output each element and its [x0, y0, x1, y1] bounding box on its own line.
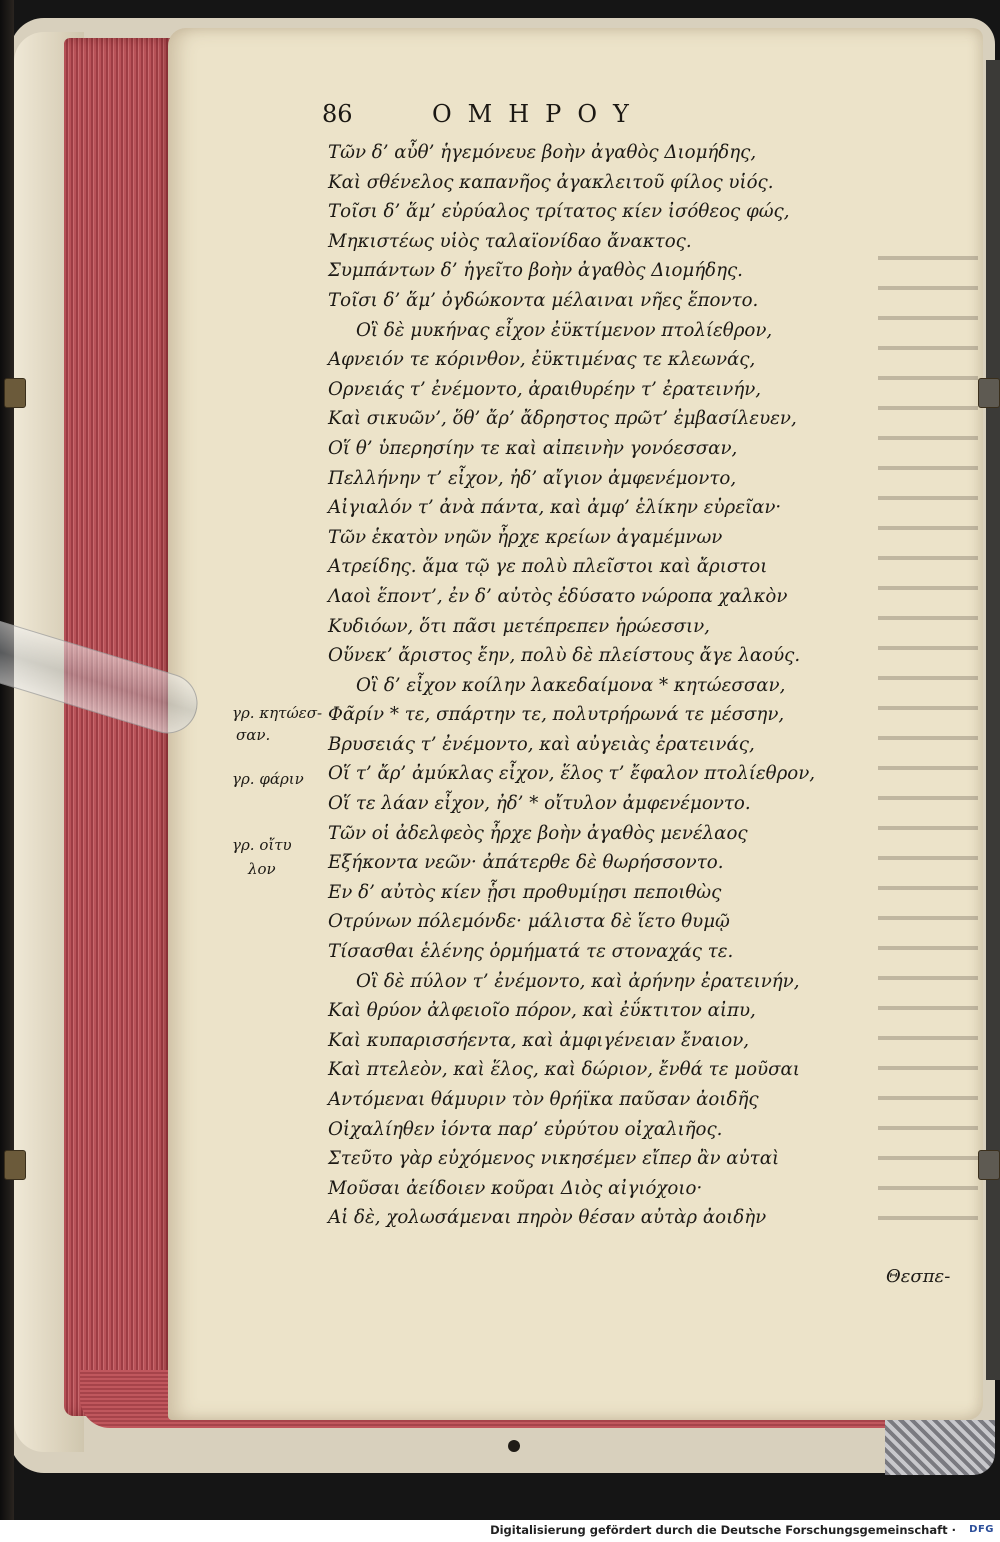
verse-line: Βρυσειάς τ’ ἐνέμοντο, καὶ αὐγειὰς ἐρατεινάς, — [328, 733, 755, 755]
running-header — [322, 100, 802, 136]
margin-note: λον — [248, 860, 276, 878]
facing-page-edge — [986, 60, 1000, 1380]
verse-line: Μηκιστέως υἱὸς ταλαϊονίδαο ἄνακτος. — [328, 230, 692, 252]
verse-line: Τῶν δ’ αὖθ’ ἡγεμόνευε βοὴν ἀγαθὸς Διομήδης, — [328, 142, 757, 163]
verse-line: Οἳ δὲ μυκήνας εἶχον ἐϋκτίμενον πτολίεθρον, — [356, 319, 773, 341]
verse-line: Οἰχαλίηθεν ἰόντα παρ’ εὐρύτου οἰχαλιῆος. — [328, 1118, 723, 1140]
verse-line: Καὶ κυπαρισσήεντα, καὶ ἀμφιγένειαν ἔναιον, — [328, 1029, 750, 1051]
verse-line: Λαοὶ ἕποντ’, ἐν δ’ αὐτὸς ἐδύσατο νώροπα χαλκὸν — [328, 585, 788, 607]
facing-page-bleed — [878, 230, 978, 1230]
verse-line: Αφνειόν τε κόρινθον, ἐϋκτιμένας τε κλεωνάς, — [328, 349, 756, 371]
page-number: 86 — [322, 100, 353, 128]
verse-line: Πελλήνην τ’ εἶχον, ἠδ’ αἴγιον ἀμφενέμοντο, — [328, 467, 737, 489]
verse-text — [328, 138, 848, 1233]
verse-line: Εξήκοντα νεῶν· ἀπάτερθε δὲ θωρήσσοντο. — [328, 852, 724, 874]
verse-line: Κυδιόων, ὅτι πᾶσι μετέπρεπεν ἡρώεσσιν, — [328, 615, 710, 637]
verse-line: Οὕνεκ’ ἄριστος ἔην, πολὺ δὲ πλείστους ἄγε λαούς. — [328, 645, 801, 667]
clasp-bottom — [4, 1150, 26, 1180]
verse-line: Ατρείδης. ἅμα τῷ γε πολὺ πλεῖστοι καὶ ἄριστοι — [328, 556, 768, 578]
clasp-top — [4, 378, 26, 408]
verse-line: Καὶ σικυῶν’, ὅθ’ ἄρ’ ἄδρηστος πρῶτ’ ἐμβασίλευεν, — [328, 408, 797, 430]
page-title: ΟΜΗΡΟΥ — [432, 100, 645, 128]
dfg-logo: DFG — [969, 1524, 994, 1535]
verse-line: Καὶ πτελεὸν, καὶ ἕλος, καὶ δώριον, ἔνθά τε μοῦσαι — [328, 1059, 800, 1081]
verse-line: Φᾶρίν * τε, σπάρτην τε, πολυτρήρωνά τε μέσσην, — [328, 704, 785, 726]
margin-note: γρ. κητώεσ- — [232, 704, 323, 722]
verse-line: Οτρύνων πόλεμόνδε· μάλιστα δὲ ἵετο θυμῷ — [328, 911, 730, 933]
verse-line: Καὶ σθένελος καπανῆος ἀγακλειτοῦ φίλος υἱός. — [328, 171, 774, 193]
verse-line: Εν δ’ αὐτὸς κίεν ᾗσι προθυμίῃσι πεποιθὼς — [328, 881, 722, 903]
verse-line: Μοῦσαι ἀείδοιεν κοῦραι Διὸς αἰγιόχοιο· — [328, 1177, 703, 1199]
verse-line: Αἰγιαλόν τ’ ἀνὰ πάντα, καὶ ἀμφ’ ἑλίκην εὐρεῖαν· — [328, 497, 782, 519]
verse-line: Αἱ δὲ, χολωσάμεναι πηρὸν θέσαν αὐτὰρ ἀοιδὴν — [328, 1207, 767, 1229]
clasp-right-bottom — [978, 1150, 1000, 1180]
verse-line: Στεῦτο γὰρ εὐχόμενος νικησέμεν εἴπερ ἂν αὐταὶ — [328, 1148, 780, 1170]
verse-line: Ορνειάς τ’ ἐνέμοντο, ἀραιθυρέην τ’ ἐρατεινήν, — [328, 378, 762, 400]
footer-bar — [0, 1520, 1000, 1542]
clasp-right-top — [978, 378, 1000, 408]
verse-line: Αντόμεναι θάμυριν τὸν θρήϊκα παῦσαν ἀοιδῆς — [328, 1089, 759, 1110]
ink-dot — [508, 1440, 520, 1452]
verse-line: Οἳ δ’ εἶχον κοίλην λακεδαίμονα * κητώεσσαν, — [356, 674, 786, 696]
funding-credit: Digitalisierung gefördert durch die Deutsche Forschungsgemeinschaft · — [490, 1523, 956, 1537]
verse-line: Τίσασθαι ἑλένης ὁρμήματά τε στοναχάς τε. — [328, 941, 734, 963]
verse-line: Οἵ τ’ ἄρ’ ἀμύκλας εἶχον, ἕλος τ’ ἔφαλον πτολίεθρον, — [328, 763, 816, 785]
verse-line: Οἵ θ’ ὑπερησίην τε καὶ αἰπεινὴν γονόεσσαν, — [328, 437, 738, 459]
verse-line: Οἳ δὲ πύλον τ’ ἐνέμοντο, καὶ ἀρήνην ἐρατεινήν, — [356, 970, 800, 992]
binding-shadow — [0, 0, 14, 1520]
margin-note: γρ. φάριν — [232, 770, 304, 788]
verse-line: Οἵ τε λάαν εἶχον, ἠδ’ * οἴτυλον ἀμφενέμοντο. — [328, 793, 751, 815]
margin-note: σαν. — [236, 726, 271, 744]
verse-line: Τῶν οἱ ἀδελφεὸς ἦρχε βοὴν ἀγαθὸς μενέλαος — [328, 822, 748, 844]
verse-line: Τοῖσι δ’ ἅμ’ εὐρύαλος τρίτατος κίεν ἰσόθεος φώς, — [328, 201, 790, 223]
margin-note: γρ. οἴτυ — [232, 836, 292, 854]
catchword: Θεσπε- — [886, 1266, 951, 1287]
verse-line: Συμπάντων δ’ ἡγεῖτο βοὴν ἀγαθὸς Διομήδης. — [328, 260, 743, 282]
verse-line: Τῶν ἑκατὸν νηῶν ἦρχε κρείων ἀγαμέμνων — [328, 526, 723, 548]
verse-line: Τοῖσι δ’ ἅμ’ ὀγδώκοντα μέλαιναι νῆες ἕποντο. — [328, 289, 759, 311]
headband — [885, 1420, 995, 1475]
verse-line: Καὶ θρύον ἀλφειοῖο πόρον, καὶ ἐΰκτιτον αἰπυ, — [328, 1000, 756, 1022]
